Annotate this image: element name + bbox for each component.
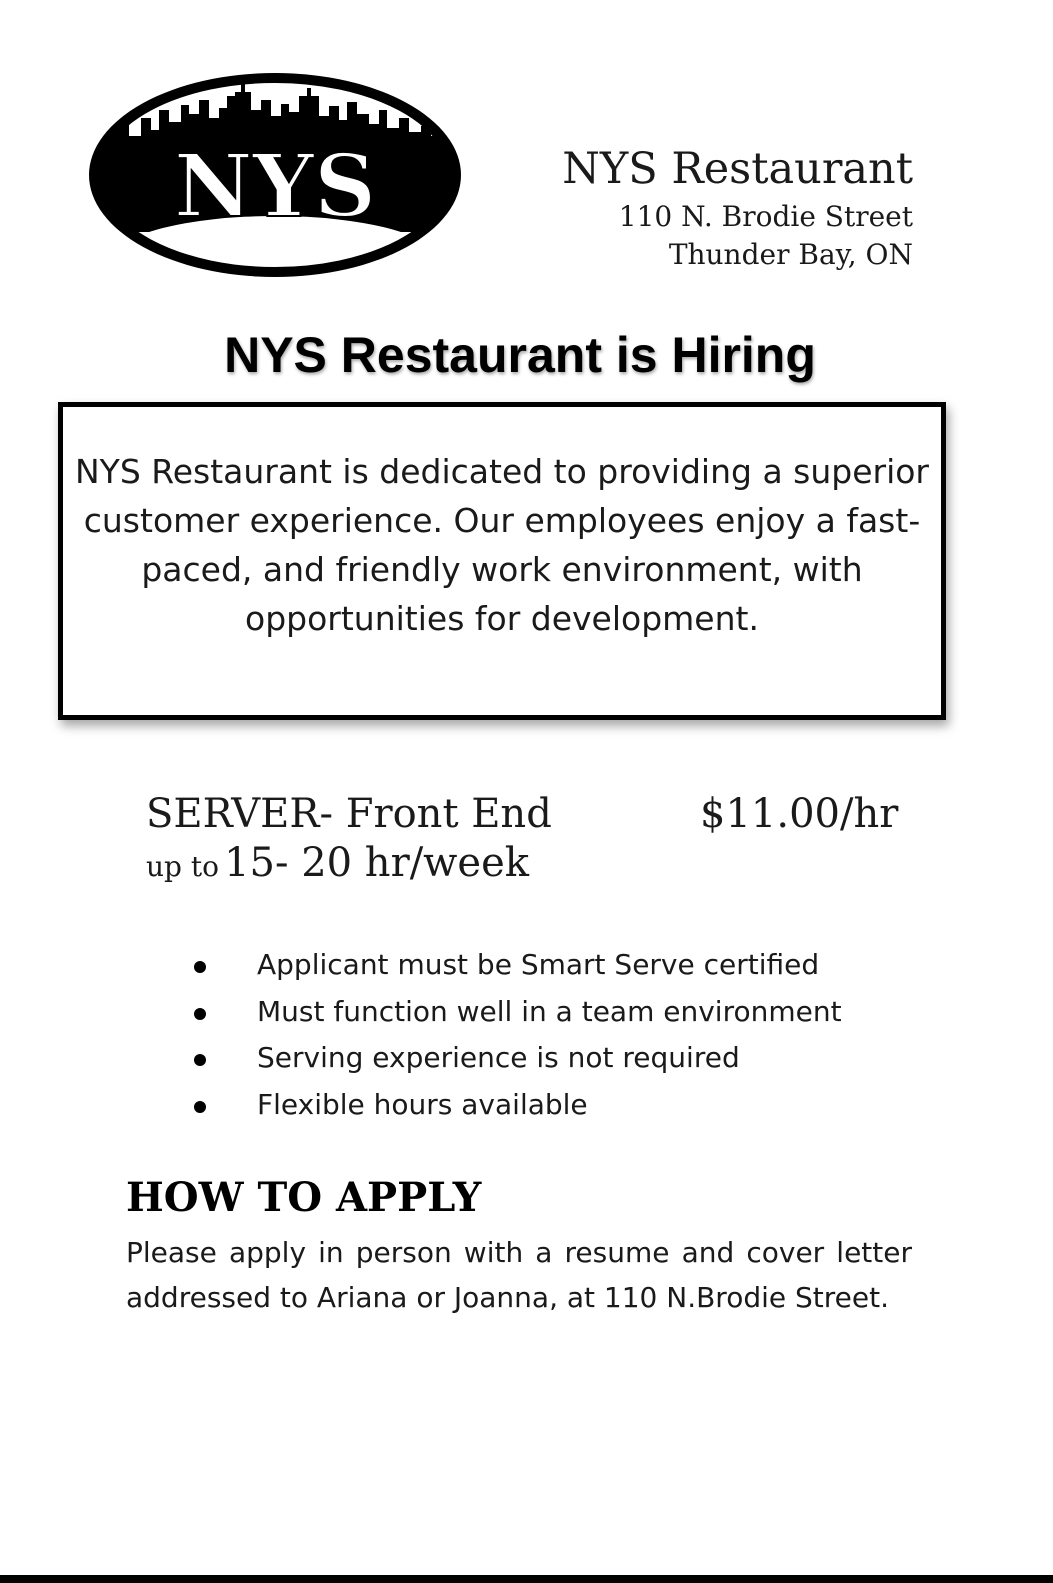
position-title: SERVER- Front End bbox=[146, 791, 552, 837]
intro-text: NYS Restaurant is dedicated to providing a superior customer experience. Our employees enjoy a fast-paced, and friendly work environment, with opportunities for development. bbox=[74, 452, 930, 638]
intro-box bbox=[58, 402, 946, 720]
list-item bbox=[190, 989, 842, 1036]
address-city: Thunder Bay, ON bbox=[668, 238, 913, 271]
pay-rate: $11.00/hr bbox=[700, 791, 899, 837]
company-name: NYS Restaurant bbox=[562, 144, 913, 194]
hours-value: 15- 20 hr/week bbox=[224, 840, 529, 886]
bullet-icon bbox=[194, 1008, 206, 1020]
bullet-icon bbox=[194, 1054, 206, 1066]
bullet-icon bbox=[194, 1101, 206, 1113]
bullet-icon bbox=[194, 961, 206, 973]
requirement-text: Serving experience is not required bbox=[257, 1041, 740, 1074]
bottom-divider bbox=[0, 1575, 1053, 1583]
requirements-list bbox=[190, 942, 842, 1128]
city-skyline-oval-logo-icon bbox=[85, 70, 465, 280]
list-item bbox=[190, 1082, 842, 1129]
requirement-text: Must function well in a team environment bbox=[257, 994, 842, 1028]
hours-prefix: up to bbox=[146, 850, 219, 883]
apply-heading: HOW TO APPLY bbox=[126, 1174, 482, 1221]
nys-logo bbox=[85, 70, 465, 280]
position-hours bbox=[146, 840, 529, 886]
list-item bbox=[190, 1035, 842, 1082]
apply-instructions: Please apply in person with a resume and cover letter addressed to Ariana or Joanna, at 110 N.Brodie Street. bbox=[126, 1236, 912, 1314]
company-info bbox=[562, 140, 913, 274]
address-street: 110 N. Brodie Street bbox=[618, 200, 913, 233]
requirement-text: Applicant must be Smart Serve certified bbox=[257, 948, 820, 981]
page-title: NYS Restaurant is Hiring bbox=[224, 327, 816, 383]
logo-text: NYS bbox=[173, 136, 377, 237]
list-item bbox=[190, 942, 842, 989]
requirement-text: Flexible hours available bbox=[257, 1087, 588, 1121]
